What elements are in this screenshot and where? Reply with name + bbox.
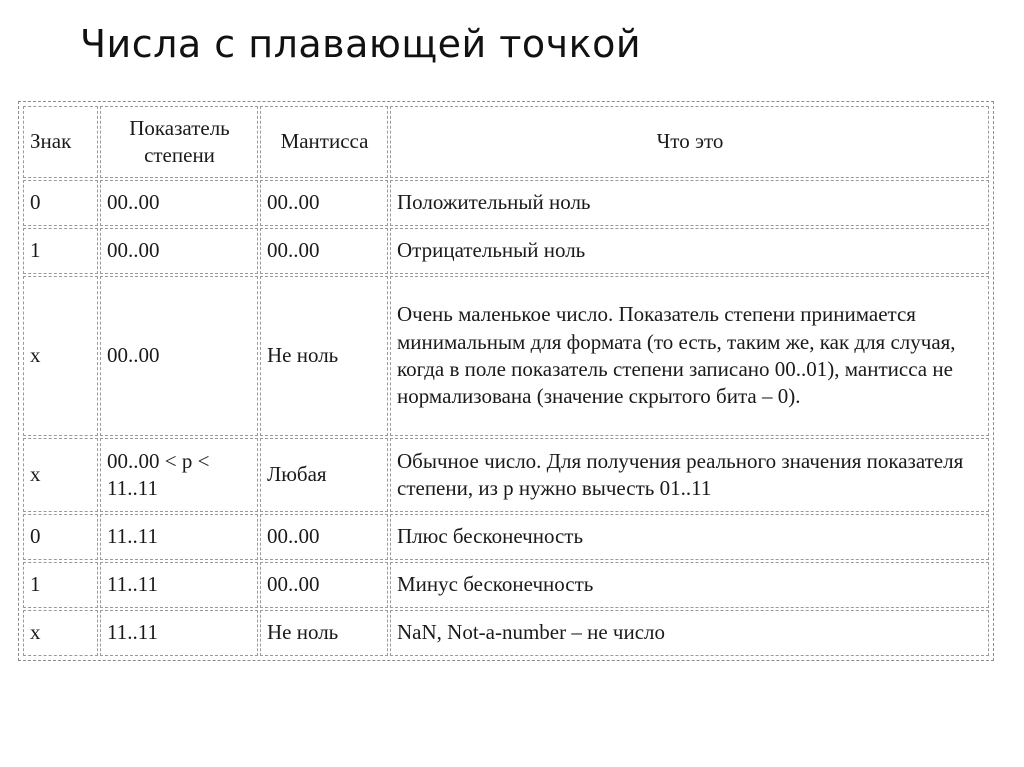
cell-meaning: Плюс бесконечность: [390, 514, 989, 560]
cell-mantissa: Не ноль: [260, 276, 388, 436]
cell-meaning: Очень маленькое число. Показатель степени принимается минимальным для формата (то есть, таким же, как для случая, когда в поле показатель степени записано 00..01), мантисса не нормализована (значение скрытого бита – 0).: [390, 276, 989, 436]
table-row: [23, 514, 989, 560]
cell-mantissa: 00..00: [260, 228, 388, 274]
table-row: [23, 276, 989, 436]
cell-sign: x: [23, 276, 98, 436]
cell-mantissa: Любая: [260, 438, 388, 512]
cell-sign: 1: [23, 228, 98, 274]
float-format-table-frame: [18, 101, 994, 661]
cell-exponent: 11..11: [100, 562, 258, 608]
cell-mantissa: 00..00: [260, 562, 388, 608]
cell-sign: 1: [23, 562, 98, 608]
cell-exponent: 00..00: [100, 276, 258, 436]
header-exponent: Показатель степени: [100, 106, 258, 178]
cell-sign: x: [23, 438, 98, 512]
cell-exponent: 00..00 < p < 11..11: [100, 438, 258, 512]
cell-sign: 0: [23, 180, 98, 226]
cell-mantissa: Не ноль: [260, 610, 388, 656]
cell-exponent: 00..00: [100, 180, 258, 226]
cell-sign: 0: [23, 514, 98, 560]
cell-meaning: Минус бесконечность: [390, 562, 989, 608]
header-sign: Знак: [23, 106, 98, 178]
cell-meaning: Обычное число. Для получения реального значения показателя степени, из p нужно вычесть 01..11: [390, 438, 989, 512]
table-row: [23, 438, 989, 512]
cell-exponent: 11..11: [100, 514, 258, 560]
table-header-row: [23, 106, 989, 178]
cell-exponent: 00..00: [100, 228, 258, 274]
float-format-table: [21, 104, 991, 658]
cell-mantissa: 00..00: [260, 514, 388, 560]
cell-sign: x: [23, 610, 98, 656]
cell-meaning: Отрицательный ноль: [390, 228, 989, 274]
table-row: [23, 562, 989, 608]
header-meaning: Что это: [390, 106, 989, 178]
cell-meaning: NaN, Not-a-number – не число: [390, 610, 989, 656]
cell-exponent: 11..11: [100, 610, 258, 656]
cell-mantissa: 00..00: [260, 180, 388, 226]
header-mantissa: Мантисса: [260, 106, 388, 178]
table-row: [23, 180, 989, 226]
table-row: [23, 610, 989, 656]
page-title: Числа с плавающей точкой: [80, 22, 642, 66]
cell-meaning: Положительный ноль: [390, 180, 989, 226]
table-row: [23, 228, 989, 274]
